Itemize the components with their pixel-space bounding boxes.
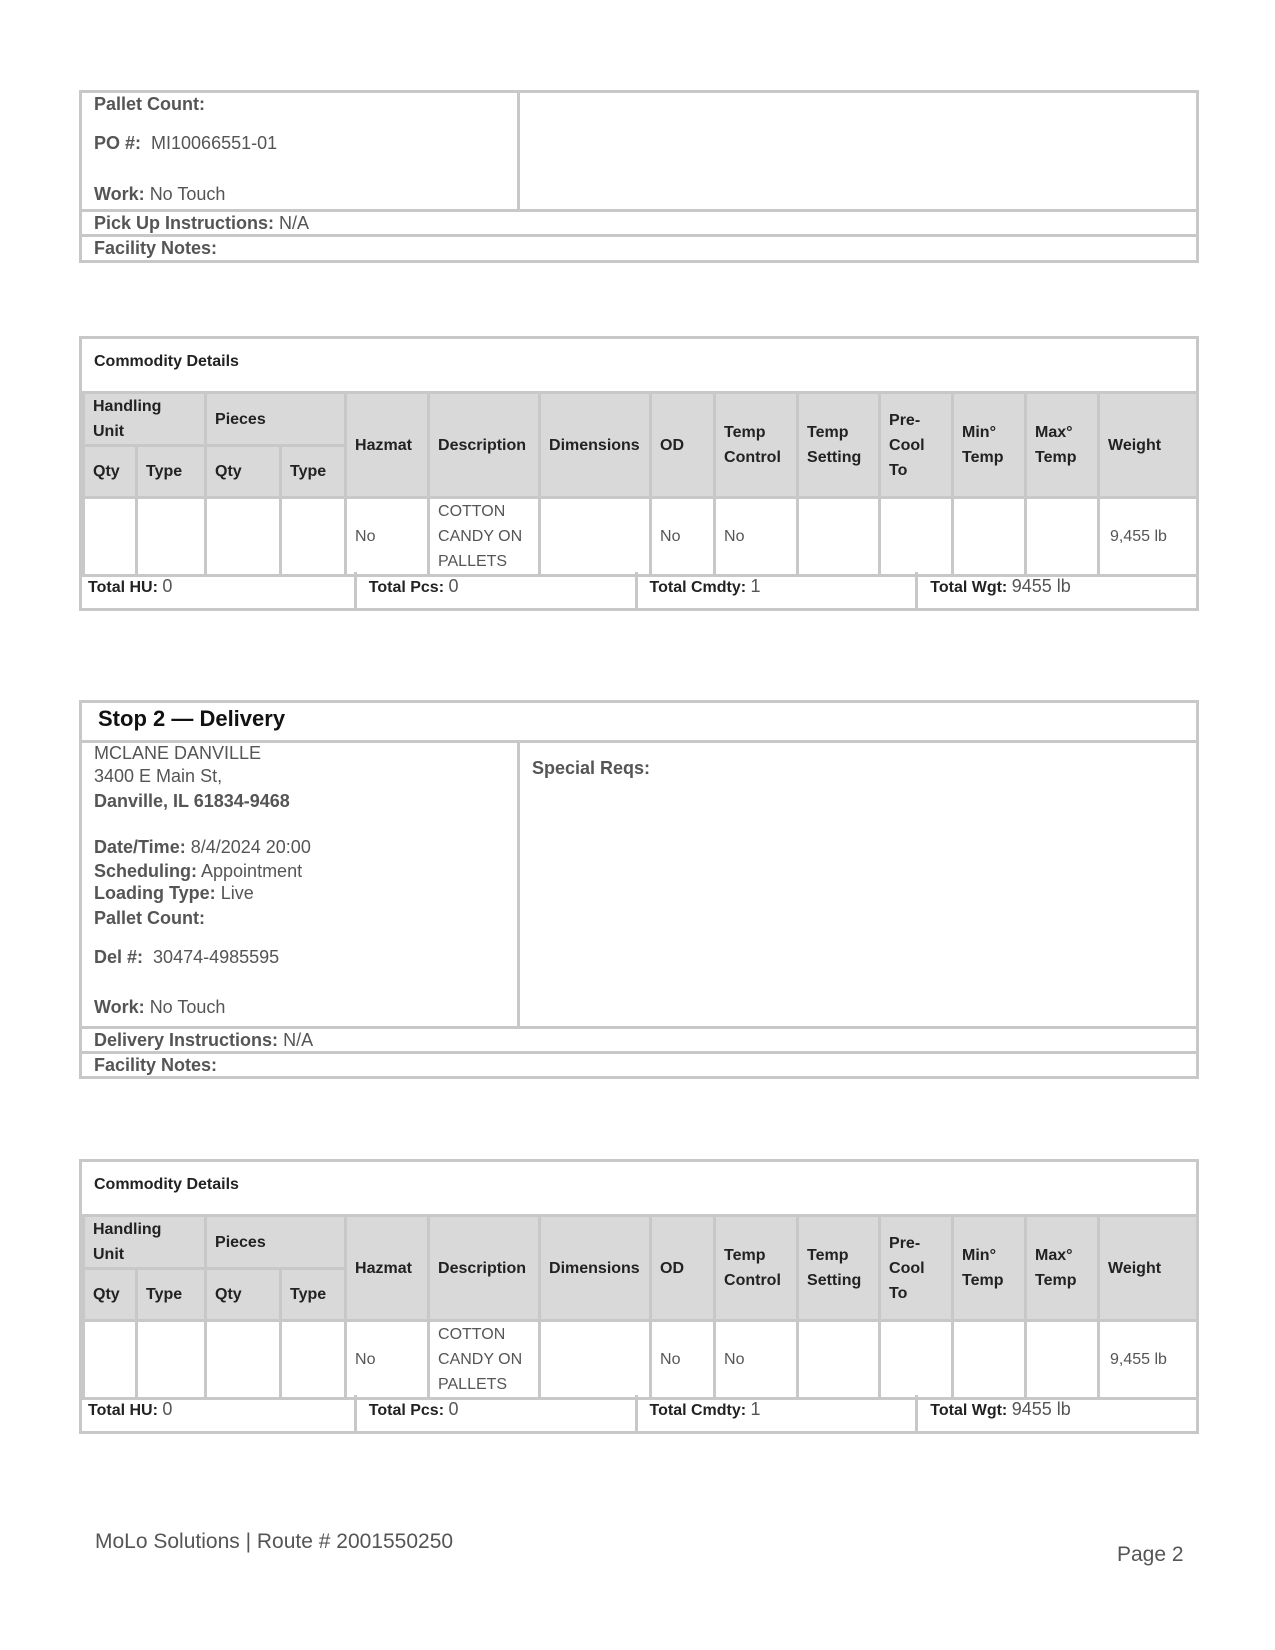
header-max-temp: Max° Temp: [1026, 1216, 1099, 1321]
stop1-rule-1: [79, 209, 1199, 212]
commodity-table: [82, 1214, 1199, 1400]
stop1-po: PO #: MI10066551-01: [94, 133, 278, 153]
stop2-city: Danville, IL 61834-9468: [94, 791, 290, 811]
header-weight: Weight: [1099, 1216, 1198, 1321]
header-od: OD: [651, 1216, 715, 1321]
stop1-pickup-instructions: Pick Up Instructions: N/A: [94, 213, 310, 233]
header-weight: Weight: [1099, 393, 1198, 498]
cell-max-temp: [1026, 498, 1099, 576]
cell-pcs-qty: [206, 1321, 281, 1399]
total-hu: Total HU: 0: [82, 572, 357, 608]
header-hu-qty: Qty: [84, 1269, 137, 1321]
cell-pre-cool: [880, 498, 953, 576]
commodity-totals: [82, 1395, 1196, 1431]
stop2-street: 3400 E Main St,: [94, 766, 223, 786]
cell-pcs-qty: [206, 498, 281, 576]
header-pcs-type: Type: [281, 1269, 346, 1321]
header-temp-control: Temp Control: [715, 393, 798, 498]
header-pcs-qty: Qty: [206, 446, 281, 498]
total-cmdty: Total Cmdty: 1: [638, 572, 919, 608]
cell-weight: 9,455 lb: [1099, 498, 1198, 576]
total-pcs: Total Pcs: 0: [357, 572, 638, 608]
header-pre-cool: Pre-Cool To: [880, 1216, 953, 1321]
commodity-details-2: [79, 1159, 1199, 1434]
header-min-temp: Min° Temp: [953, 1216, 1026, 1321]
cell-temp-setting: [798, 1321, 880, 1399]
stop1-facility-notes: Facility Notes:: [94, 238, 218, 258]
header-hu-qty: Qty: [84, 446, 137, 498]
cell-hu-qty: [84, 498, 137, 576]
cell-description: COTTON CANDY ON PALLETS: [429, 498, 540, 576]
header-od: OD: [651, 393, 715, 498]
cell-hazmat: No: [346, 1321, 429, 1399]
stop2-delivery-instructions: Delivery Instructions: N/A: [94, 1030, 314, 1050]
commodity-title: Commodity Details: [94, 353, 239, 370]
header-temp-setting: Temp Setting: [798, 393, 880, 498]
cell-hu-type: [137, 498, 206, 576]
stop1-info-box: [79, 90, 1199, 263]
cell-hu-qty: [84, 1321, 137, 1399]
total-wgt: Total Wgt: 9455 lb: [930, 1399, 1071, 1419]
header-pieces: Pieces: [206, 393, 346, 446]
stop1-rule-2: [79, 234, 1199, 237]
stop2-name: MCLANE DANVILLE: [94, 743, 262, 763]
cell-temp-control: No: [715, 498, 798, 576]
header-handling-unit: Handling Unit: [84, 1216, 206, 1269]
cell-dimensions: [540, 1321, 651, 1399]
stop2-work: Work: No Touch: [94, 997, 226, 1017]
stop2-pallet-count: Pallet Count:: [94, 908, 205, 928]
stop2-del-number: Del #: 30474-4985595: [94, 947, 280, 967]
table-row: [84, 498, 1198, 576]
header-min-temp: Min° Temp: [953, 393, 1026, 498]
header-temp-control: Temp Control: [715, 1216, 798, 1321]
header-pcs-qty: Qty: [206, 1269, 281, 1321]
cell-min-temp: [953, 1321, 1026, 1399]
total-hu: Total HU: 0: [82, 1395, 357, 1431]
cell-temp-control: No: [715, 1321, 798, 1399]
header-hu-type: Type: [137, 446, 206, 498]
cell-hazmat: No: [346, 498, 429, 576]
cell-description: COTTON CANDY ON PALLETS: [429, 1321, 540, 1399]
stop1-work: Work: No Touch: [94, 184, 226, 204]
table-row: [84, 1321, 1198, 1399]
header-pre-cool: Pre-Cool To: [880, 393, 953, 498]
total-cmdty: Total Cmdty: 1: [638, 1395, 919, 1431]
stop2-scheduling: Scheduling: Appointment: [94, 861, 303, 881]
cell-max-temp: [1026, 1321, 1099, 1399]
header-temp-setting: Temp Setting: [798, 1216, 880, 1321]
cell-temp-setting: [798, 498, 880, 576]
header-max-temp: Max° Temp: [1026, 393, 1099, 498]
footer-page-number: Page 2: [1117, 1543, 1184, 1566]
header-hazmat: Hazmat: [346, 1216, 429, 1321]
footer-route: MoLo Solutions | Route # 2001550250: [95, 1530, 454, 1553]
stop2-rule-1: [79, 1026, 1199, 1029]
stop2-datetime: Date/Time: 8/4/2024 20:00: [94, 837, 311, 857]
commodity-details-1: [79, 336, 1199, 611]
total-wgt: Total Wgt: 9455 lb: [930, 576, 1071, 596]
stop2-divider: [517, 740, 520, 1026]
cell-min-temp: [953, 498, 1026, 576]
stop2-rule-2: [79, 1051, 1199, 1054]
header-handling-unit: Handling Unit: [84, 393, 206, 446]
cell-pcs-type: [281, 498, 346, 576]
cell-pcs-type: [281, 1321, 346, 1399]
header-hazmat: Hazmat: [346, 393, 429, 498]
stop1-divider: [517, 90, 520, 210]
cell-pre-cool: [880, 1321, 953, 1399]
header-description: Description: [429, 393, 540, 498]
header-pcs-type: Type: [281, 446, 346, 498]
stop2-title: Stop 2 — Delivery: [98, 706, 286, 731]
header-dimensions: Dimensions: [540, 1216, 651, 1321]
cell-dimensions: [540, 498, 651, 576]
cell-weight: 9,455 lb: [1099, 1321, 1198, 1399]
stop2-facility-notes: Facility Notes:: [94, 1055, 218, 1075]
header-dimensions: Dimensions: [540, 393, 651, 498]
header-pieces: Pieces: [206, 1216, 346, 1269]
total-pcs: Total Pcs: 0: [357, 1395, 638, 1431]
header-hu-type: Type: [137, 1269, 206, 1321]
cell-od: No: [651, 1321, 715, 1399]
header-description: Description: [429, 1216, 540, 1321]
stop2-loading-type: Loading Type: Live: [94, 883, 254, 903]
cell-hu-type: [137, 1321, 206, 1399]
commodity-table: [82, 391, 1199, 577]
commodity-totals: [82, 572, 1196, 608]
commodity-title: Commodity Details: [94, 1176, 239, 1193]
stop1-pallet-count: Pallet Count:: [94, 94, 205, 114]
cell-od: No: [651, 498, 715, 576]
stop2-special-reqs: Special Reqs:: [532, 758, 651, 778]
